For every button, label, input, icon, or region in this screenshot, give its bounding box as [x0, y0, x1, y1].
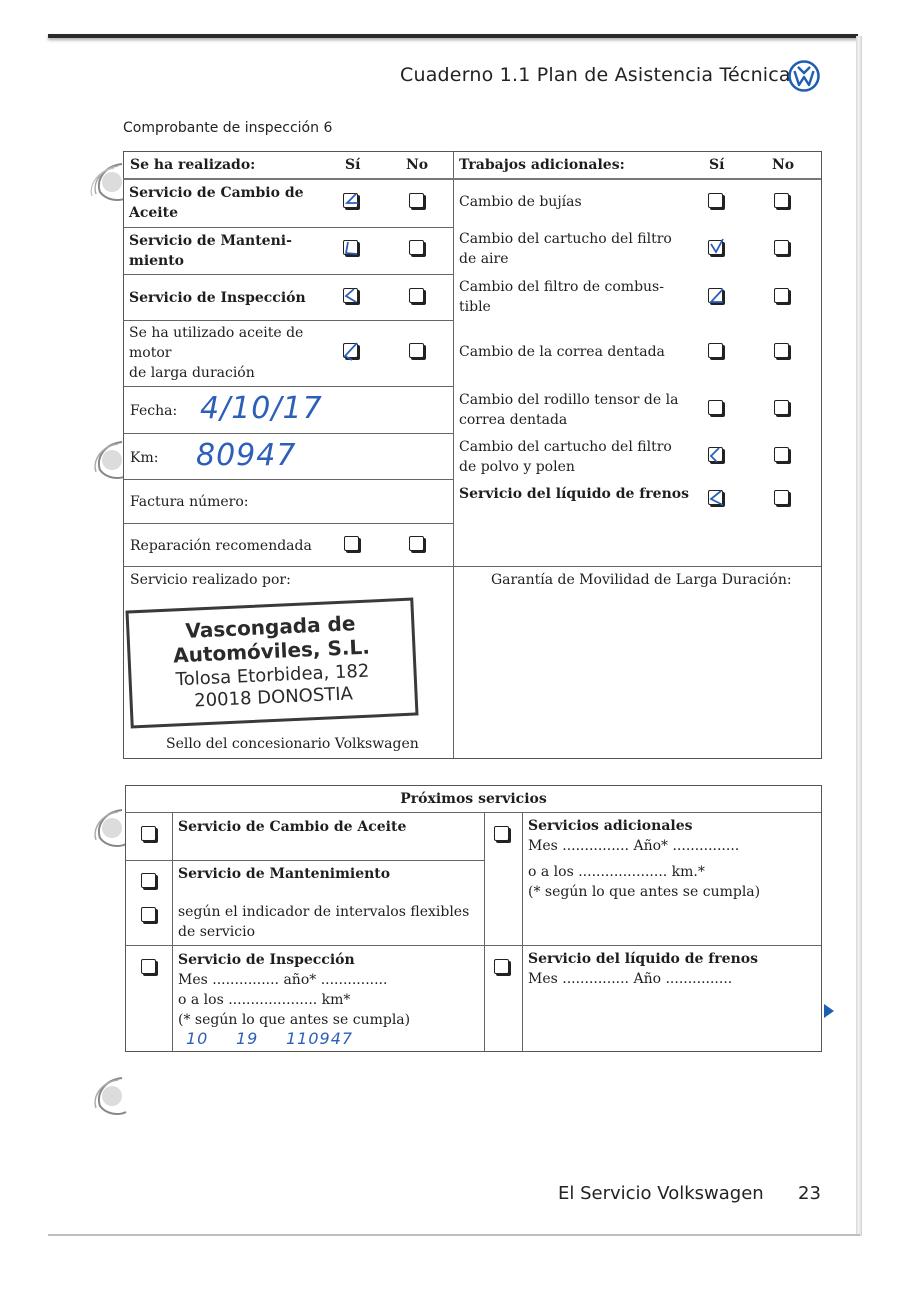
page-edge-bottom	[48, 1234, 860, 1236]
binder-ring-icon	[82, 804, 130, 852]
checkbox-proximo-mantenimiento[interactable]	[141, 873, 156, 888]
checkbox-proximo-adicionales[interactable]	[494, 826, 509, 841]
proximo-mantenimiento-label: Servicio de Mantenimiento	[178, 866, 391, 882]
row-liquido-frenos-label: Servicio del líquido de frenos	[459, 486, 689, 502]
footer-section-title: El Servicio Volkswagen	[558, 1183, 764, 1204]
checkbox-cambio-aceite-si[interactable]	[343, 193, 358, 208]
page-edge-top	[48, 34, 858, 38]
row-divider	[123, 523, 453, 524]
checkmark-icon	[707, 444, 727, 464]
proximo-inspeccion-anio-value[interactable]: 19	[236, 1029, 259, 1048]
row-divider	[125, 860, 485, 861]
column-divider	[522, 812, 523, 1051]
checkmark-icon	[342, 340, 362, 360]
stamp-line-1: Vascongada de	[184, 611, 356, 643]
checkbox-reparacion-si[interactable]	[344, 536, 359, 551]
header-rule	[123, 178, 821, 180]
proximo-frenos-block: Servicio del líquido de frenos Mes ............... Año ...............	[528, 951, 758, 987]
row-filtro-aire-label: Cambio del cartucho del filtro de aire	[459, 231, 672, 267]
proximo-inspeccion-block: Servicio de Inspección Mes ............... año* ............... o a los .................... km* (* según lo que antes se cumpla)	[178, 952, 411, 1028]
checkbox-aceite-larga-duracion-no[interactable]	[409, 343, 424, 358]
checkmark-icon	[707, 487, 727, 507]
km-value[interactable]: 80947	[196, 438, 297, 473]
checkbox-aceite-larga-duracion-si[interactable]	[343, 343, 358, 358]
servicio-realizado-por-label: Servicio realizado por:	[130, 572, 291, 588]
right-header-label: Trabajos adicionales:	[459, 157, 625, 173]
page-header-title: Cuaderno 1.1 Plan de Asistencia Técnica	[400, 64, 791, 86]
row-bujias-label: Cambio de bujías	[459, 194, 582, 210]
vw-logo-icon	[788, 60, 820, 92]
checkmark-icon	[342, 285, 362, 305]
inspection-subtitle: Comprobante de inspección 6	[123, 120, 333, 136]
checkmark-icon	[707, 237, 727, 257]
row-correa-dentada-label: Cambio de la correa dentada	[459, 344, 665, 360]
dealer-stamp	[125, 598, 418, 729]
checkbox-proximo-frenos[interactable]	[494, 959, 509, 974]
row-divider	[123, 433, 453, 434]
row-inspeccion-label: Servicio de Inspección	[129, 290, 306, 306]
checkbox-rodillo-tensor-si[interactable]	[708, 400, 723, 415]
checkbox-correa-dentada-no[interactable]	[774, 343, 789, 358]
checkbox-reparacion-no[interactable]	[409, 536, 424, 551]
checkbox-mantenimiento-si[interactable]	[343, 240, 358, 255]
row-filtro-polen-label: Cambio del cartucho del filtro de polvo y polen	[459, 439, 672, 475]
page-edge-right	[856, 36, 862, 1236]
fecha-label: Fecha:	[130, 403, 178, 419]
stamp-line-2: Automóviles, S.L.	[172, 634, 371, 668]
row-divider	[123, 479, 453, 480]
row-divider	[125, 812, 821, 813]
row-divider	[123, 566, 821, 567]
checkbox-proximo-intervalos[interactable]	[141, 907, 156, 922]
left-header-label: Se ha realizado:	[130, 157, 256, 173]
checkbox-filtro-polen-si[interactable]	[708, 447, 723, 462]
column-divider	[484, 812, 485, 1051]
checkmark-icon	[342, 237, 362, 257]
checkbox-filtro-aire-si[interactable]	[708, 240, 723, 255]
checkmark-icon	[342, 190, 362, 210]
reparacion-label: Reparación recomendada	[130, 538, 312, 554]
stamp-line-4: 20018 DONOSTIA	[193, 683, 354, 712]
proximo-inspeccion-km-value[interactable]: 110947	[286, 1029, 354, 1048]
proximos-title: Próximos servicios	[400, 791, 547, 807]
checkbox-cambio-aceite-no[interactable]	[409, 193, 424, 208]
left-header-si: Sí	[345, 157, 361, 173]
fecha-value[interactable]: 4/10/17	[200, 391, 323, 426]
row-aceite-larga-duracion-label: Se ha utilizado aceite de motor de larga duración	[129, 325, 304, 381]
row-filtro-combustible-label: Cambio del filtro de combus- tible	[459, 279, 664, 315]
right-header-si: Sí	[709, 157, 725, 173]
checkbox-mantenimiento-no[interactable]	[409, 240, 424, 255]
column-divider	[172, 812, 173, 1051]
row-divider	[123, 386, 453, 387]
checkbox-filtro-combustible-si[interactable]	[708, 288, 723, 303]
stamp-line-3: Tolosa Etorbidea, 182	[175, 660, 370, 691]
left-header-no: No	[406, 157, 429, 173]
proximo-inspeccion-mes-value[interactable]: 10	[186, 1029, 209, 1048]
checkbox-bujias-si[interactable]	[708, 193, 723, 208]
checkbox-proximo-cambio-aceite[interactable]	[141, 826, 156, 841]
row-cambio-aceite-label: Servicio de Cambio de Aceite	[129, 185, 304, 221]
checkbox-filtro-aire-no[interactable]	[774, 240, 789, 255]
checkbox-liquido-frenos-si[interactable]	[708, 490, 723, 505]
row-divider	[123, 227, 453, 228]
row-divider	[125, 945, 821, 946]
checkbox-proximo-inspeccion[interactable]	[141, 959, 156, 974]
garantia-movilidad-label: Garantía de Movilidad de Larga Duración:	[491, 572, 792, 588]
checkbox-filtro-polen-no[interactable]	[774, 447, 789, 462]
km-label: Km:	[130, 450, 159, 466]
checkbox-liquido-frenos-no[interactable]	[774, 490, 789, 505]
row-divider	[123, 274, 453, 275]
proximo-intervalos-label: según el indicador de intervalos flexibles de servicio	[178, 904, 470, 940]
right-header-no: No	[772, 157, 795, 173]
checkmark-icon	[707, 285, 727, 305]
proximo-adicionales-block: Servicios adicionales Mes ............... Año* ............... o a los .................... km.* (* según lo que antes se cumpla)	[528, 818, 761, 900]
checkbox-rodillo-tensor-no[interactable]	[774, 400, 789, 415]
checkbox-filtro-combustible-no[interactable]	[774, 288, 789, 303]
sello-label: Sello del concesionario Volkswagen	[166, 736, 419, 752]
row-rodillo-tensor-label: Cambio del rodillo tensor de la correa dentada	[459, 392, 679, 428]
checkbox-bujias-no[interactable]	[774, 193, 789, 208]
checkbox-inspeccion-no[interactable]	[409, 288, 424, 303]
page-number: 23	[798, 1183, 821, 1204]
factura-label: Factura número:	[130, 494, 249, 510]
binder-ring-icon	[82, 1072, 130, 1120]
checkbox-inspeccion-si[interactable]	[343, 288, 358, 303]
checkbox-correa-dentada-si[interactable]	[708, 343, 723, 358]
next-page-arrow-icon[interactable]	[824, 1004, 834, 1018]
row-divider	[123, 320, 453, 321]
column-divider	[453, 151, 454, 758]
proximo-cambio-aceite-label: Servicio de Cambio de Aceite	[178, 819, 407, 835]
row-mantenimiento-label: Servicio de Manteni- miento	[129, 233, 292, 269]
